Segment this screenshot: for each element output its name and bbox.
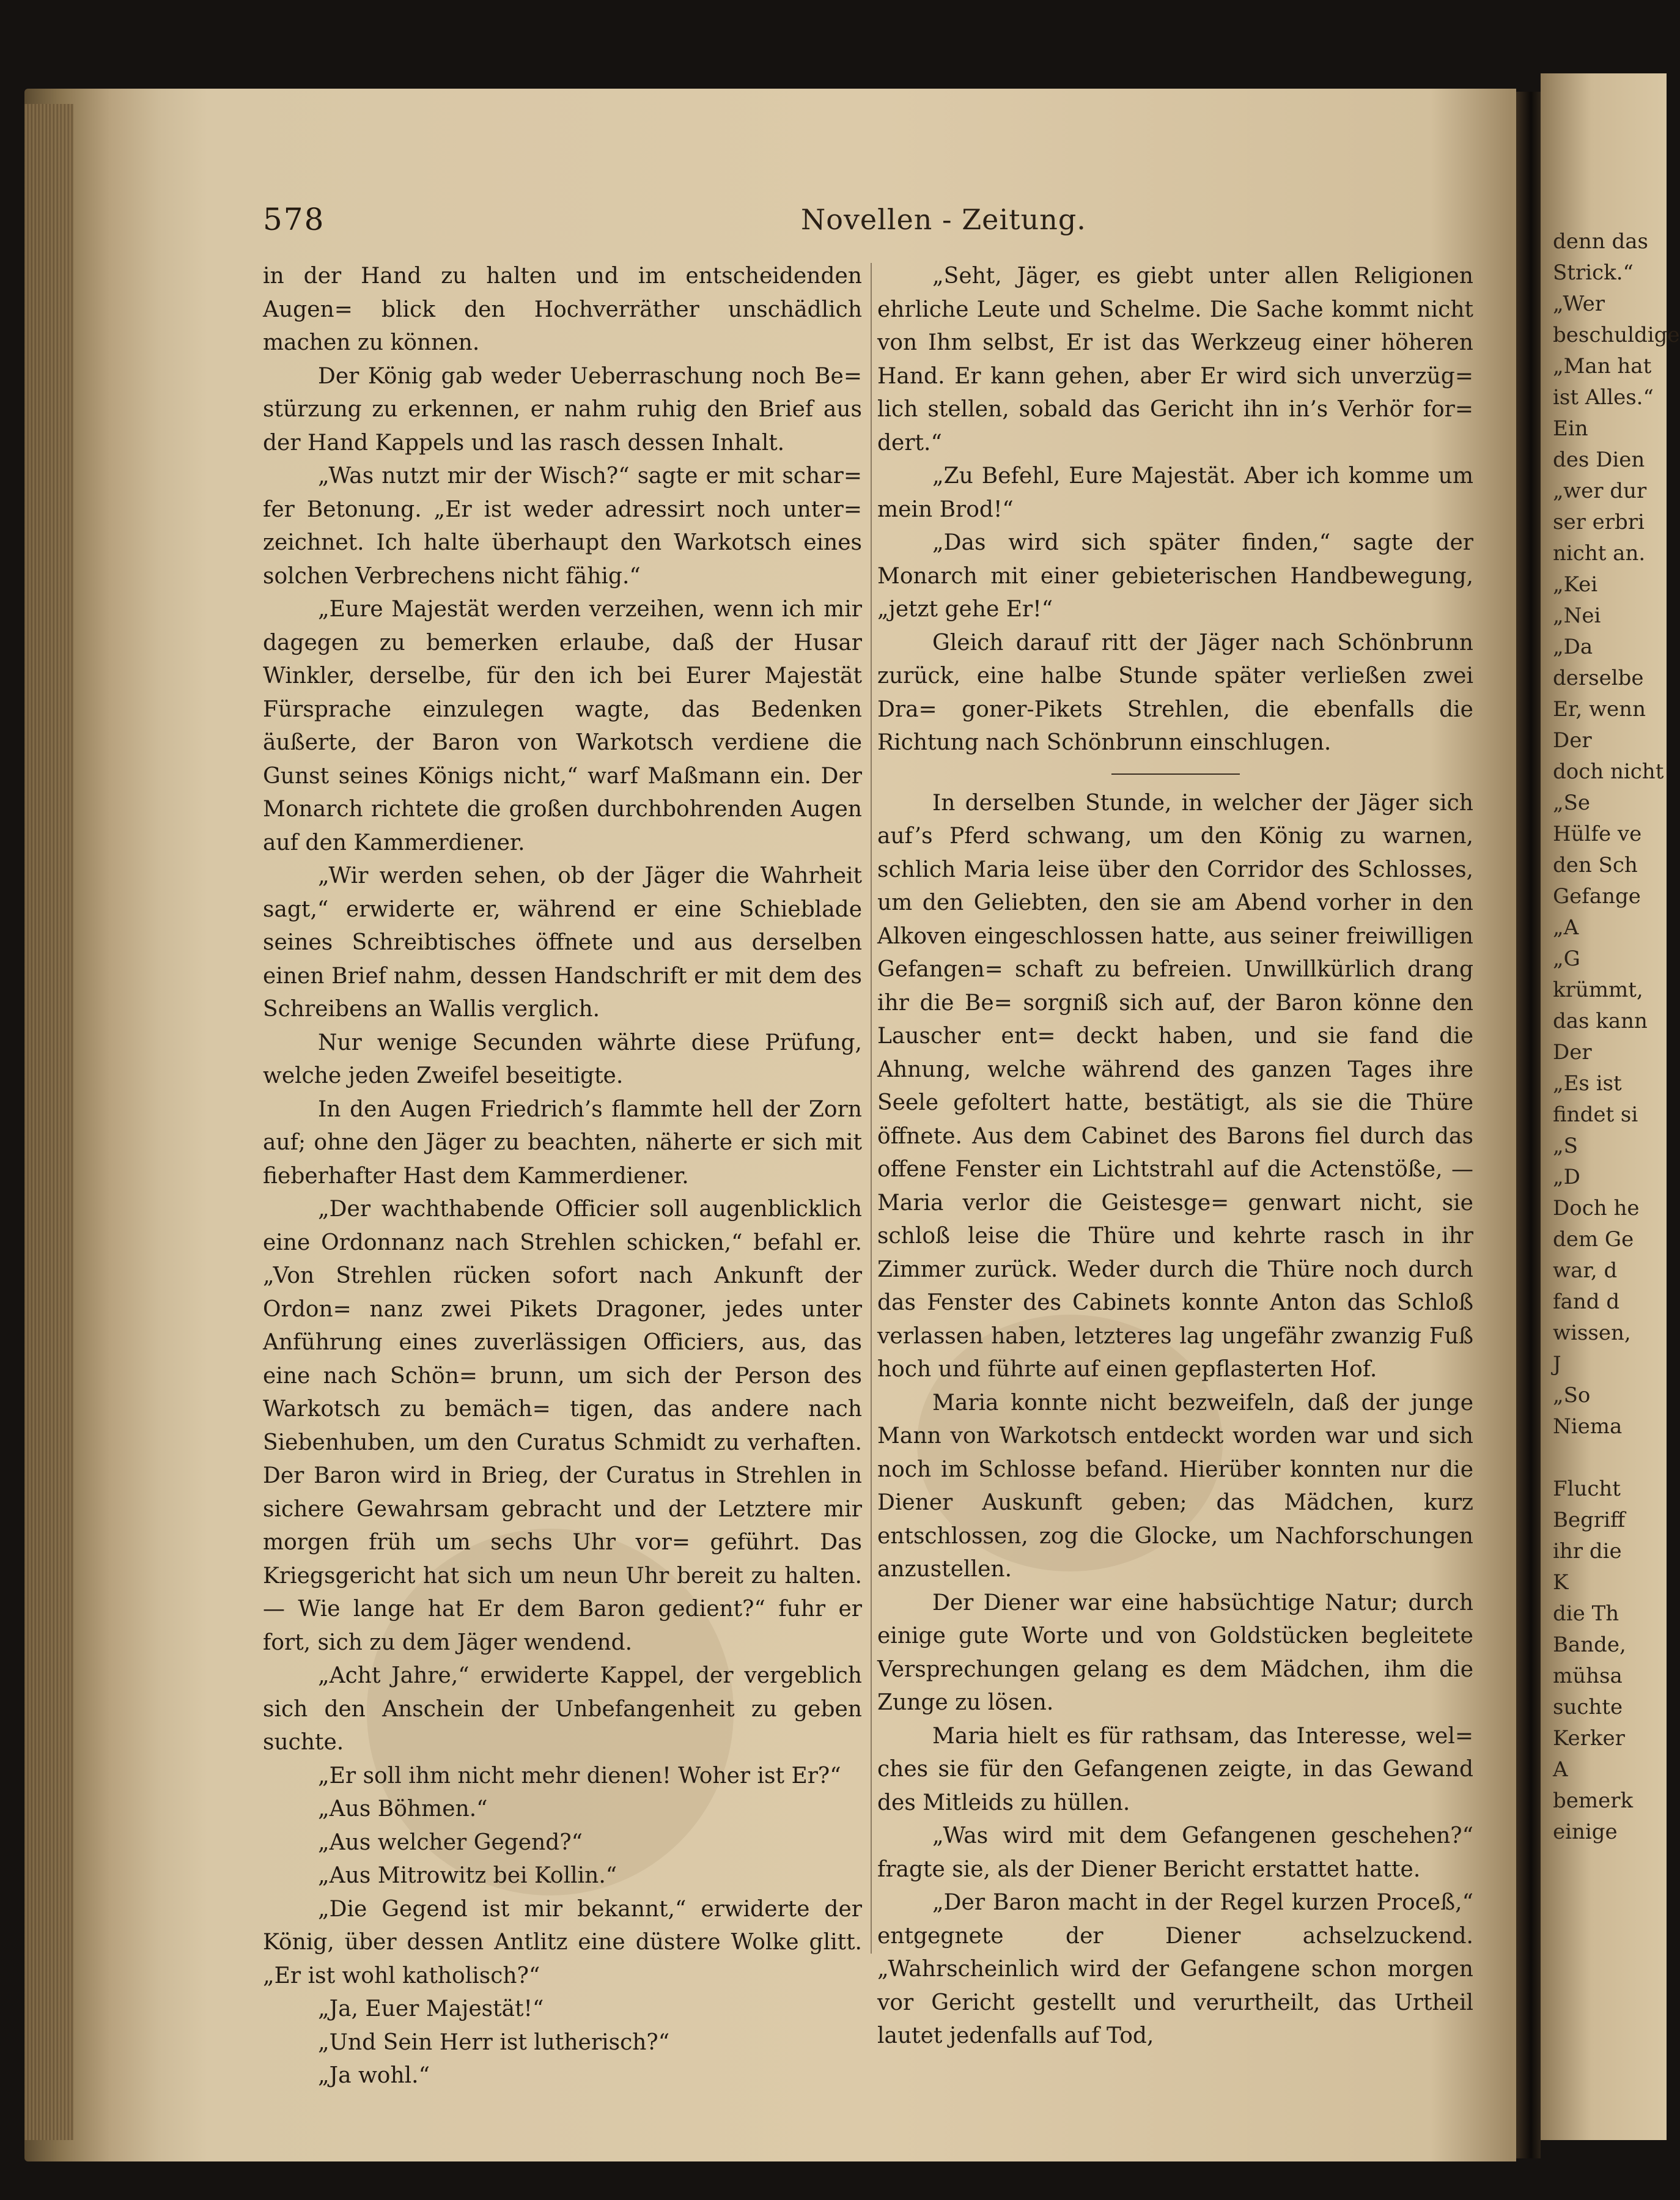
paragraph: „Wir werden sehen, ob der Jäger die Wahrheit sagt,“ erwiderte er, während er eine Schieblade seines Schreibtisches öffnete und aus derselben einen Brief nahm, dessen Handschrift er mit dem des Schreibens an Wallis verglich. [263, 863, 862, 1022]
facing-page-line: „Kei [1553, 572, 1598, 597]
paragraph: „Ja wohl.“ [318, 2063, 430, 2088]
paragraph: „Aus Mitrowitz bei Kollin.“ [318, 1863, 617, 1888]
right-column [877, 260, 1473, 2053]
facing-page-line: „So [1553, 1383, 1591, 1408]
facing-page-line: wissen, [1553, 1321, 1631, 1345]
paragraph: Maria konnte nicht bezweifeln, daß der junge Mann von Warkotsch entdeckt worden war und sich noch im Schlosse befand. Hierüber konnten nur die Diener Auskunft geben; das Mädchen, kurz entschlossen, zog die Glocke, um Nachforschungen anzustellen. [877, 1390, 1473, 1582]
paragraph: „Was wird mit dem Gefangenen geschehen?“ fragte sie, als der Diener Bericht erstattet hatte. [877, 1823, 1473, 1882]
facing-page-line: Flucht [1553, 1477, 1621, 1501]
paragraph: Der Diener war eine habsüchtige Natur; durch einige gute Worte und von Goldstücken begleitete Versprechungen gelang es dem Mädchen, ihm die Zunge zu lösen. [877, 1590, 1473, 1715]
paragraph: „Zu Befehl, Eure Majestät. Aber ich komme um mein Brod!“ [877, 463, 1473, 522]
page-number: 578 [263, 202, 325, 237]
paragraph: „Ja, Euer Majestät!“ [318, 1996, 544, 2021]
paragraph: „Was nutzt mir der Wisch?“ sagte er mit schar= fer Betonung. „Er ist weder adressirt noch unter= zeichnet. Ich halte überhaupt den Warkotsch eines solchen Verbrechens nicht fähig.“ [263, 463, 862, 589]
facing-page-line: derselbe [1553, 666, 1644, 690]
paragraph: „Aus welcher Gegend?“ [318, 1829, 583, 1855]
facing-page-line: die Th [1553, 1601, 1619, 1626]
paragraph: „Der Baron macht in der Regel kurzen Proceß,“ entgegnete der Diener achselzuckend. „Wahrscheinlich wird der Gefangene schon morgen vor Gericht gestellt und verurtheilt, das Urtheil lautet jedenfalls auf Tod, [877, 1890, 1473, 2048]
paragraph: „Das wird sich später finden,“ sagte der Monarch mit einer gebieterischen Handbewegung, „jetzt gehe Er!“ [877, 530, 1473, 622]
facing-page-line: findet si [1553, 1102, 1638, 1127]
paragraph: In den Augen Friedrich’s flammte hell der Zorn auf; ohne den Jäger zu beachten, näherte er sich mit fieberhafter Hast dem Kammerdiener. [263, 1096, 862, 1189]
facing-page-line: „Se [1553, 791, 1591, 815]
paragraph: Gleich darauf ritt der Jäger nach Schönbrunn zurück, eine halbe Stunde später verließen zwei Dra= goner-Pikets Strehlen, die ebenfalls die Richtung nach Schönbrunn einschlugen. [877, 630, 1473, 755]
paragraph: „Seht, Jäger, es giebt unter allen Religionen ehrliche Leute und Schelme. Die Sache kommt nicht von Ihm selbst, Er ist das Werkzeug einer höheren Hand. Er kann gehen, aber Er wird sich unverzüg= lich stellen, sobald das Gericht ihn in’s Verhör for= dert.“ [877, 264, 1473, 456]
paragraph: „Acht Jahre,“ erwiderte Kappel, der vergeblich sich den Anschein der Unbefangenheit zu geben suchte. [263, 1663, 862, 1755]
facing-page-line: Hülfe ve [1553, 822, 1642, 846]
facing-page-line: „Nei [1553, 604, 1601, 628]
facing-page-line: „G [1553, 947, 1580, 971]
facing-page-line: Der [1553, 728, 1592, 753]
facing-page-line: „Wer [1553, 292, 1605, 316]
facing-page [1541, 73, 1680, 2140]
section-divider [1111, 773, 1240, 775]
facing-page-line: fand d [1553, 1290, 1620, 1314]
paragraph: Der König gab weder Ueberraschung noch Be= stürzung zu erkennen, er nahm ruhig den Brief aus der Hand Kappels und las rasch dessen Inhalt. [263, 363, 862, 456]
paragraph: „Und Sein Herr ist lutherisch?“ [318, 2029, 670, 2055]
facing-page-line: Gefange [1553, 884, 1641, 909]
facing-page-text [1541, 226, 1680, 1848]
facing-page-line: „A [1553, 915, 1579, 940]
facing-page-line: Begriff [1553, 1508, 1626, 1532]
paragraph: Nur wenige Secunden währte diese Prüfung, welche jeden Zweifel beseitigte. [263, 1030, 862, 1088]
facing-page-line [1553, 1442, 1680, 1474]
paragraph: „Er soll ihm nicht mehr dienen! Woher ist Er?“ [318, 1763, 841, 1788]
facing-page-line: Kerker [1553, 1726, 1625, 1751]
facing-page-line: das kann [1553, 1009, 1648, 1033]
facing-page-line: A [1553, 1757, 1568, 1782]
facing-page-line: beschuldige [1553, 323, 1680, 347]
facing-page-line: nicht an. [1553, 541, 1646, 566]
facing-page-line: krümmt, [1553, 978, 1643, 1002]
facing-page-line: Er, wenn [1553, 697, 1646, 722]
paragraph: in der Hand zu halten und im entscheidenden Augen= blick den Hochverräther unschädlich machen zu können. [263, 264, 862, 355]
page-edges [24, 104, 73, 2140]
facing-page-line: ser erbri [1553, 510, 1645, 534]
facing-page-line: Ein [1553, 416, 1588, 441]
facing-page-line: „Es ist [1553, 1071, 1622, 1096]
facing-page-line: „wer dur [1553, 479, 1647, 503]
facing-page-line: denn das [1553, 229, 1648, 254]
paragraph: „Die Gegend ist mir bekannt,“ erwiderte der König, über dessen Antlitz eine düstere Wolke glitt. „Er ist wohl katholisch?“ [263, 1896, 862, 1988]
left-column [263, 260, 862, 2093]
facing-page-line: bemerk [1553, 1788, 1634, 1813]
facing-page-line: suchte [1553, 1695, 1623, 1719]
facing-page-line: dem Ge [1553, 1227, 1634, 1252]
facing-page-line: „S [1553, 1134, 1578, 1158]
facing-page-line: ihr die [1553, 1539, 1622, 1563]
facing-page-line: „Man hat [1553, 354, 1652, 378]
facing-page-line: K [1553, 1570, 1569, 1595]
facing-page-line: war, d [1553, 1258, 1618, 1283]
facing-page-line: mühsa [1553, 1664, 1623, 1688]
facing-page-line: ist Alles.“ [1553, 385, 1654, 410]
paragraph: „Aus Böhmen.“ [318, 1796, 488, 1822]
facing-page-line: Doch he [1553, 1196, 1640, 1220]
facing-page-line: Strick.“ [1553, 260, 1634, 285]
facing-page-line: „Da [1553, 635, 1593, 659]
column-rule [871, 263, 872, 1954]
book-gutter [1516, 92, 1541, 2158]
paragraph: In derselben Stunde, in welcher der Jäger sich auf’s Pferd schwang, um den König zu warnen, schlich Maria leise über den Corridor des Schlosses, um den Geliebten, den sie am Abend vorher in den Alkoven eingeschlossen hatte, aus seiner freiwilligen Gefangen= schaft zu befreien. Unwillkürlich drang ihr die Be= sorgniß sich auf, der Baron könne den Lauscher ent= deckt haben, und sie fand die Ahnung, welche während des ganzen Tages ihre Seele gefoltert hatte, bestätigt, als sie die Thüre öffnete. Aus dem Cabinet des Barons fiel durch das offene Fenster ein Lichtstrahl auf die Actenstöße, — Maria verlor die Geistesge= genwart nicht, sie schloß leise die Thüre und kehrte rasch in ihr Zimmer zurück. Weder durch die Thüre noch durch das Fenster des Cabinets konnte Anton das Schloß verlassen haben, letzteres lag ungefähr zwanzig Fuß hoch und führte auf einen gepflasterten Hof. [877, 790, 1473, 1382]
facing-page-line: Bande, [1553, 1633, 1626, 1657]
facing-page-line: einige [1553, 1820, 1618, 1844]
facing-page-line: den Sch [1553, 853, 1638, 877]
paragraph: Maria hielt es für rathsam, das Interesse, wel= ches sie für den Gefangenen zeigte, in das Gewand des Mitleids zu hüllen. [877, 1723, 1473, 1815]
facing-page-line: Der [1553, 1040, 1592, 1065]
facing-page-line: des Dien [1553, 448, 1645, 472]
facing-page-line: doch nicht [1553, 759, 1664, 784]
running-title: Novellen - Zeitung. [801, 203, 1086, 236]
page-header [263, 202, 1486, 245]
facing-page-line: Niema [1553, 1414, 1623, 1439]
facing-page-line: J [1553, 1352, 1561, 1376]
paragraph: „Der wachthabende Officier soll augenblicklich eine Ordonnanz nach Strehlen schicken,“ befahl er. „Von Strehlen rücken sofort nach Ankunft der Ordon= nanz zwei Pikets Dragoner, jedes unter Anführung eines zuverlässigen Officiers, aus, das eine nach Schön= brunn, um sich der Person des Warkotsch zu bemäch= tigen, das andere nach Siebenhuben, um den Curatus Schmidt zu verhaften. Der Baron wird in Brieg, der Curatus in Strehlen in sichere Gewahrsam gebracht und der Letztere mir morgen früh um sechs Uhr vor= geführt. Das Kriegsgericht hat sich um neun Uhr bereit zu halten. — Wie lange hat Er dem Baron gedient?“ fuhr er fort, sich zu dem Jäger wendend. [263, 1197, 862, 1655]
paragraph: „Eure Majestät werden verzeihen, wenn ich mir dagegen zu bemerken erlaube, daß der Husar Winkler, derselbe, für den ich bei Eurer Majestät Fürsprache einzulegen wagte, das Bedenken äußerte, der Baron von Warkotsch verdiene die Gunst seines Königs nicht,“ warf Maßmann ein. Der Monarch richtete die großen durchbohrenden Augen auf den Kammerdiener. [263, 597, 862, 855]
facing-page-line: „D [1553, 1165, 1580, 1189]
